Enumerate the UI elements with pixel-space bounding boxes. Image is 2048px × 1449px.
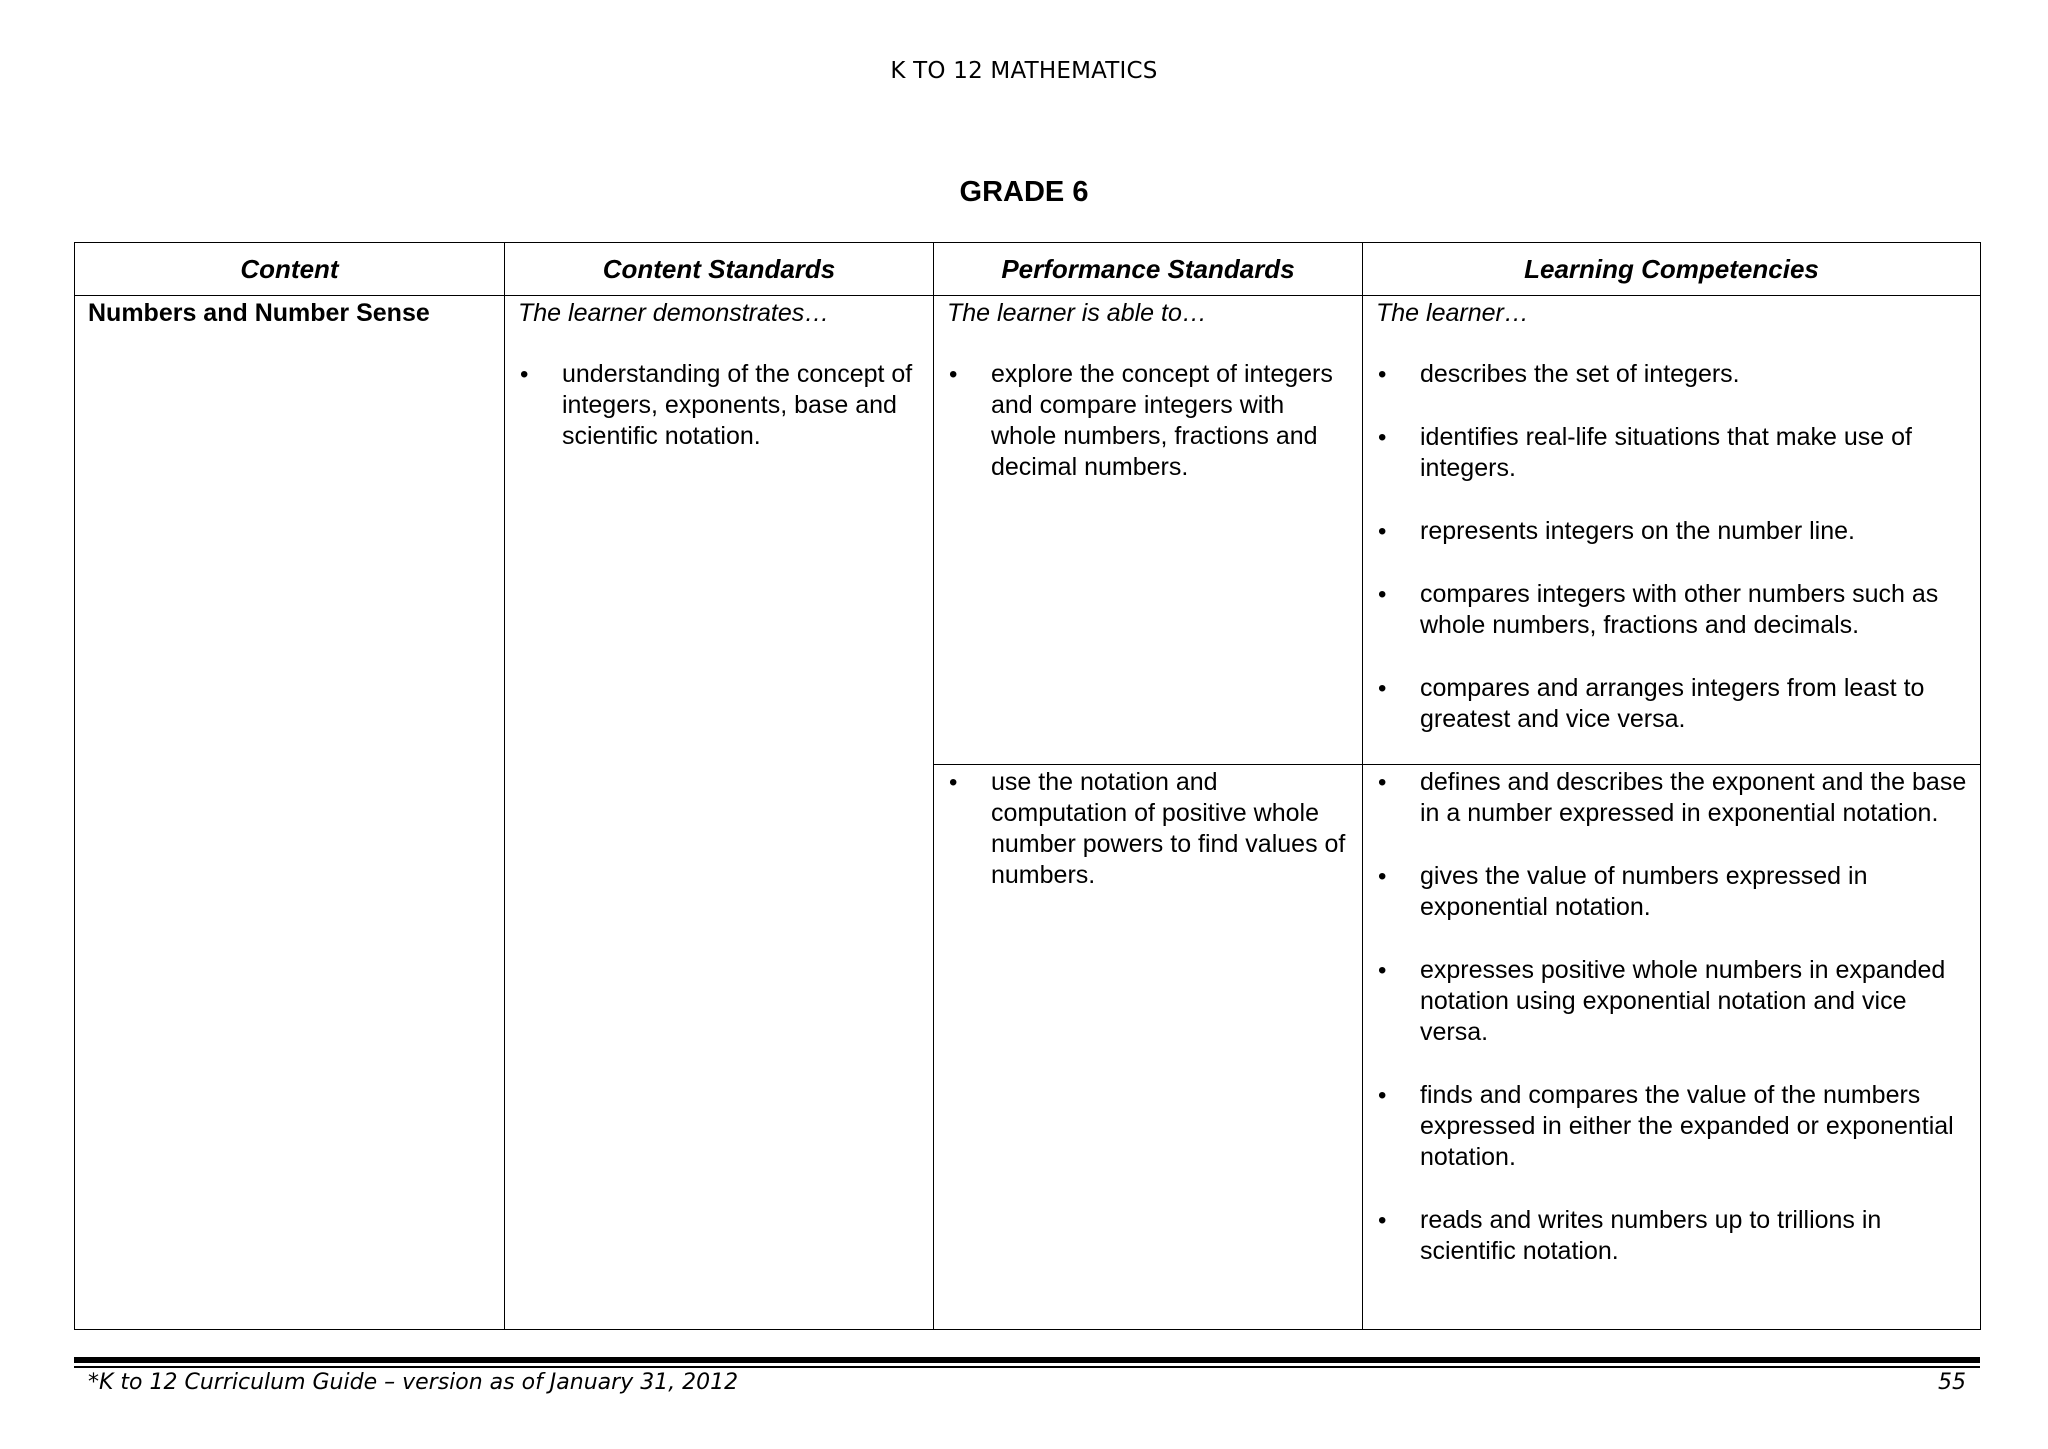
list-item: • reads and writes numbers up to trillions in scientific notation. (1376, 1205, 1968, 1267)
content-name: Numbers and Number Sense (88, 299, 430, 327)
header-learning-competencies: Learning Competencies (1363, 243, 1981, 296)
list-item: • represents integers on the number line. (1376, 516, 1968, 547)
footer-rule-thick (74, 1357, 1980, 1363)
page-number: 55 (1938, 1370, 1966, 1395)
list-item: • identifies real-life situations that make use of integers. (1376, 422, 1968, 484)
list-item: • use the notation and computation of positive whole number powers to find values of numbers. (947, 767, 1350, 891)
table-row (75, 296, 1981, 765)
content-standards-lead: The learner demonstrates… (518, 299, 830, 327)
learning-competencies-cell-2 (1363, 765, 1981, 1330)
list-item: • compares integers with other numbers such as whole numbers, fractions and decimals. (1376, 579, 1968, 641)
performance-standards-list-2 (947, 767, 1350, 891)
performance-standards-cell-2 (934, 765, 1363, 1330)
list-item: • defines and describes the exponent and the base in a number expressed in exponential notation. (1376, 767, 1968, 829)
footer-rule-thin (74, 1366, 1980, 1368)
grade-title: GRADE 6 (959, 176, 1089, 208)
footer-note: *K to 12 Curriculum Guide – version as of January 31, 2012 (88, 1370, 739, 1395)
list-item: • expresses positive whole numbers in expanded notation using exponential notation and vice versa. (1376, 955, 1968, 1048)
running-header: K TO 12 MATHEMATICS (890, 58, 1158, 84)
header-performance-standards: Performance Standards (934, 243, 1363, 296)
table-header-row (75, 243, 1981, 296)
list-item: • compares and arranges integers from least to greatest and vice versa. (1376, 673, 1968, 735)
list-item: • finds and compares the value of the numbers expressed in either the expanded or exponential notation. (1376, 1080, 1968, 1173)
learning-competencies-list-2 (1376, 767, 1968, 1267)
performance-standards-cell-1 (934, 296, 1363, 765)
content-standards-cell (505, 296, 934, 1330)
learning-competencies-lead: The learner… (1376, 299, 1529, 327)
header-content: Content (75, 243, 505, 296)
content-standards-list (518, 359, 921, 452)
list-item: • describes the set of integers. (1376, 359, 1968, 390)
performance-standards-lead: The learner is able to… (947, 299, 1207, 327)
curriculum-table (74, 242, 1981, 1330)
learning-competencies-list-1 (1376, 359, 1968, 735)
performance-standards-list-1 (947, 359, 1350, 483)
list-item: • explore the concept of integers and compare integers with whole numbers, fractions and decimal numbers. (947, 359, 1350, 483)
list-item: • understanding of the concept of integers, exponents, base and scientific notation. (518, 359, 921, 452)
header-content-standards: Content Standards (505, 243, 934, 296)
list-item: • gives the value of numbers expressed in exponential notation. (1376, 861, 1968, 923)
learning-competencies-cell-1 (1363, 296, 1981, 765)
content-cell (75, 296, 505, 1330)
